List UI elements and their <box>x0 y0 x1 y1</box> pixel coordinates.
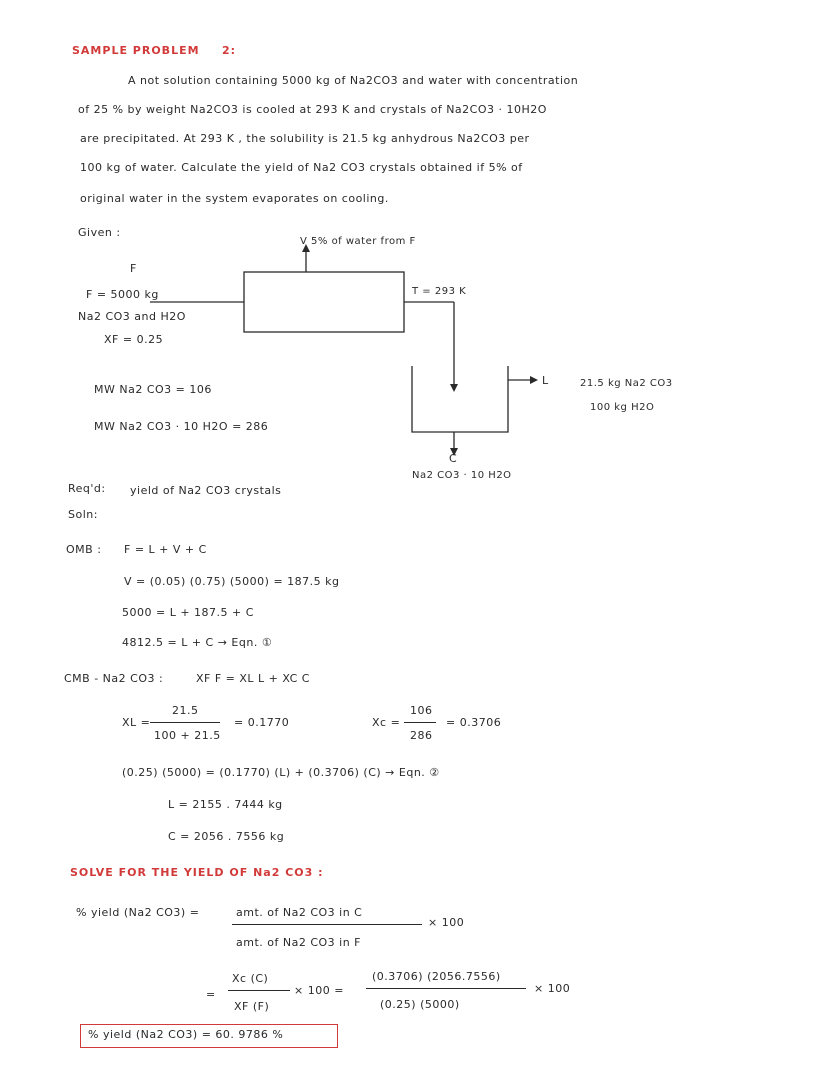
omb-eq-2: V = (0.05) (0.75) (5000) = 187.5 kg <box>124 575 340 588</box>
final-answer: % yield (Na2 CO3) = 60. 9786 % <box>88 1028 284 1041</box>
equals-sign: = <box>206 988 216 1001</box>
pct-fraction-bar <box>232 924 422 925</box>
evaporator-box <box>244 272 404 332</box>
c-result: C = 2056 . 7556 kg <box>168 830 285 843</box>
cmb-eq-2: (0.25) (5000) = (0.1770) (L) + (0.3706) (C) → Eqn. ② <box>122 766 440 779</box>
xl-fraction-bar <box>150 722 220 723</box>
transfer-arrow <box>450 384 458 392</box>
mw-hydrate: MW Na2 CO3 · 10 H2O = 286 <box>94 420 269 433</box>
xc-lhs: Xc = <box>372 716 401 729</box>
numeric-denominator: (0.25) (5000) <box>380 998 460 1011</box>
crystal-label: C <box>449 452 458 465</box>
pct-times-100: × 100 <box>428 916 465 929</box>
xl-lhs: XL = <box>122 716 151 729</box>
xc-numerator: 106 <box>410 704 433 717</box>
vapor-label: V 5% of water from F <box>300 236 416 247</box>
given-label: Given : <box>78 226 121 239</box>
omb-eq-1: F = L + V + C <box>124 543 207 556</box>
problem-number: 2: <box>222 44 237 57</box>
temperature-label: T = 293 K <box>412 286 467 297</box>
soln-label: Soln: <box>68 508 98 521</box>
crystallizer-vessel <box>412 366 508 432</box>
liquor-solute: 21.5 kg Na2 CO3 <box>580 378 673 389</box>
liquor-water: 100 kg H2O <box>590 402 655 413</box>
omb-label: OMB : <box>66 543 102 556</box>
liquor-arrow <box>530 376 538 384</box>
problem-line-1: A not solution containing 5000 kg of Na2CO3 and water with concentration <box>128 74 579 87</box>
pct-numerator: amt. of Na2 CO3 in C <box>236 906 363 919</box>
problem-heading: SAMPLE PROBLEM <box>72 44 200 57</box>
formula-times-100: × 100 = <box>294 984 344 997</box>
problem-line-2: of 25 % by weight Na2CO3 is cooled at 293 K and crystals of Na2CO3 · 10H2O <box>78 103 547 116</box>
solve-heading: SOLVE FOR THE YIELD OF Na2 CO3 : <box>70 866 324 879</box>
numeric-fraction-bar <box>366 988 526 989</box>
problem-line-3: are precipitated. At 293 K , the solubility is 21.5 kg anhydrous Na2CO3 per <box>80 132 530 145</box>
cmb-label: CMB - Na2 CO3 : <box>64 672 164 685</box>
feed-components: Na2 CO3 and H2O <box>78 310 186 323</box>
numeric-numerator: (0.3706) (2056.7556) <box>372 970 501 983</box>
feed-fraction: XF = 0.25 <box>104 333 164 346</box>
formula-numerator: Xc (C) <box>232 972 269 985</box>
omb-eq-3: 5000 = L + 187.5 + C <box>122 606 254 619</box>
xl-value: = 0.1770 <box>234 716 290 729</box>
pct-yield-lhs: % yield (Na2 CO3) = <box>76 906 200 919</box>
xc-value: = 0.3706 <box>446 716 502 729</box>
xl-numerator: 21.5 <box>172 704 199 717</box>
crystal-composition: Na2 CO3 · 10 H2O <box>412 470 512 481</box>
pct-denominator: amt. of Na2 CO3 in F <box>236 936 362 949</box>
cmb-eq: XF F = XL L + XC C <box>196 672 310 685</box>
liquor-label: L <box>542 374 549 387</box>
formula-fraction-bar <box>228 990 290 991</box>
problem-line-5: original water in the system evaporates on cooling. <box>80 192 389 205</box>
feed-symbol: F <box>130 262 137 275</box>
reqd-label: Req'd: <box>68 482 106 495</box>
omb-eq-4: 4812.5 = L + C → Eqn. ① <box>122 636 273 649</box>
problem-line-4: 100 kg of water. Calculate the yield of Na2 CO3 crystals obtained if 5% of <box>80 161 523 174</box>
xc-fraction-bar <box>404 722 436 723</box>
xl-denominator: 100 + 21.5 <box>154 729 221 742</box>
l-result: L = 2155 . 7444 kg <box>168 798 283 811</box>
numeric-times-100: × 100 <box>534 982 571 995</box>
feed-mass: F = 5000 kg <box>86 288 159 301</box>
mw-na2co3: MW Na2 CO3 = 106 <box>94 383 212 396</box>
xc-denominator: 286 <box>410 729 433 742</box>
reqd-text: yield of Na2 CO3 crystals <box>130 484 282 497</box>
formula-denominator: XF (F) <box>234 1000 270 1013</box>
